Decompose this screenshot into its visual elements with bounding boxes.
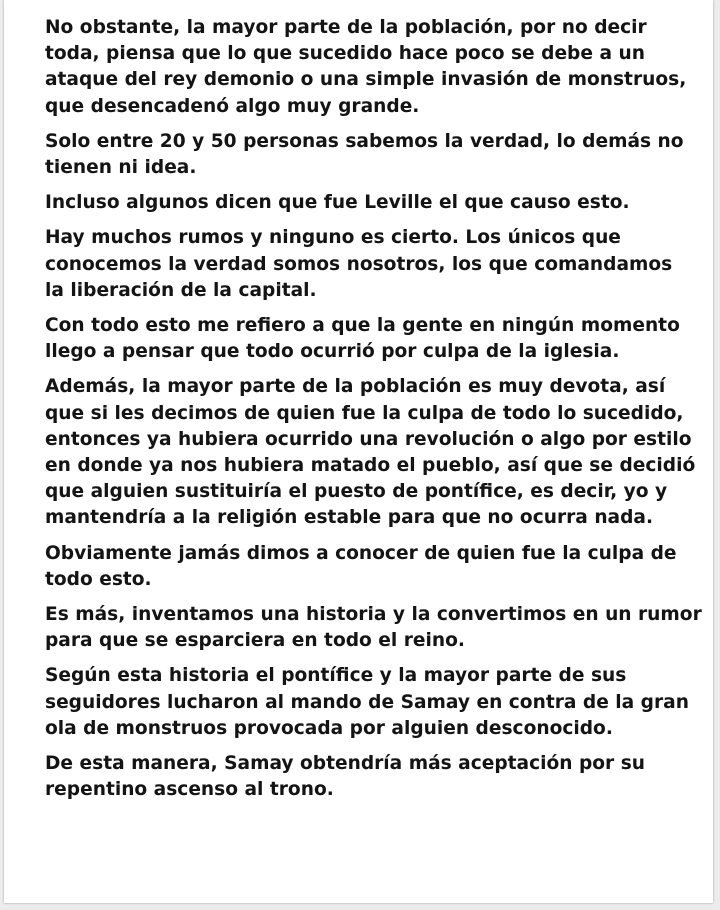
paragraph-9 [45, 663, 689, 742]
text-line: la liberación de la capital. [45, 279, 317, 301]
text-line: Es más, inventamos una historia y la convertimos en un rumor [45, 604, 702, 626]
text-line: Hay muchos rumos y ninguno es cierto. Los únicos que [45, 227, 621, 249]
text-line: tienen ni idea. [45, 157, 197, 179]
text-line: mantendría a la religión estable para que no ocurra nada. [45, 507, 654, 529]
text-line: repentino ascenso al trono. [45, 779, 334, 801]
paragraph-5 [45, 313, 683, 365]
paragraph-2 [45, 129, 683, 181]
text-line: No obstante, la mayor parte de la población, por no decir [45, 17, 647, 38]
paragraph-10 [45, 751, 683, 803]
text-line: que si les decimos de quien fue la culpa de todo lo sucedido, [45, 402, 684, 424]
text-line: en donde ya nos hubiera matado el pueblo, así que se decidió [45, 455, 696, 477]
text-line: Con todo esto me refiero a que la gente en ningún momento [45, 315, 680, 337]
text-line: todo esto. [45, 568, 152, 590]
paragraph-3 [45, 190, 683, 216]
text-line: Solo entre 20 y 50 personas sabemos la verdad, lo demás no [45, 130, 684, 152]
paragraph-1 [45, 15, 687, 120]
text-line: llego a pensar que todo ocurrió por culpa de la iglesia. [45, 341, 620, 363]
text-line: que alguien sustituiría el puesto de pontífice, es decir, yo y [45, 481, 668, 503]
text-line: entonces ya hubiera ocurrido una revolución o algo por estilo [45, 428, 692, 450]
text-line: que desencadenó algo muy grande. [45, 95, 420, 117]
text-line: conocemos la verdad somos nosotros, los que comandamos [45, 253, 673, 275]
text-line: para que se esparciera en todo el reino. [45, 630, 465, 652]
paragraph-8 [45, 602, 702, 654]
paragraph-6 [45, 374, 696, 531]
paragraph-4 [45, 225, 683, 304]
text-line: toda, piensa que lo que sucedido hace poco se debe a un [45, 43, 645, 65]
text-line: Además, la mayor parte de la población es muy devota, así [45, 376, 666, 398]
text-line: seguidores lucharon al mando de Samay en contra de la gran [45, 691, 689, 713]
text-line: Obviamente jamás dimos a conocer de quien fue la culpa de [45, 542, 677, 564]
text-line: ataque del rey demonio o una simple invasión de monstruos, [45, 69, 687, 91]
paragraph-7 [45, 541, 683, 593]
text-line: ola de monstruos provocada por alguien desconocido. [45, 717, 613, 739]
text-line: De esta manera, Samay obtendría más aceptación por su [45, 753, 646, 775]
text-line: Incluso algunos dicen que fue Leville el que causo esto. [45, 192, 630, 214]
document-page [4, 0, 713, 903]
text-line: Según esta historia el pontífice y la mayor parte de sus [45, 665, 627, 687]
